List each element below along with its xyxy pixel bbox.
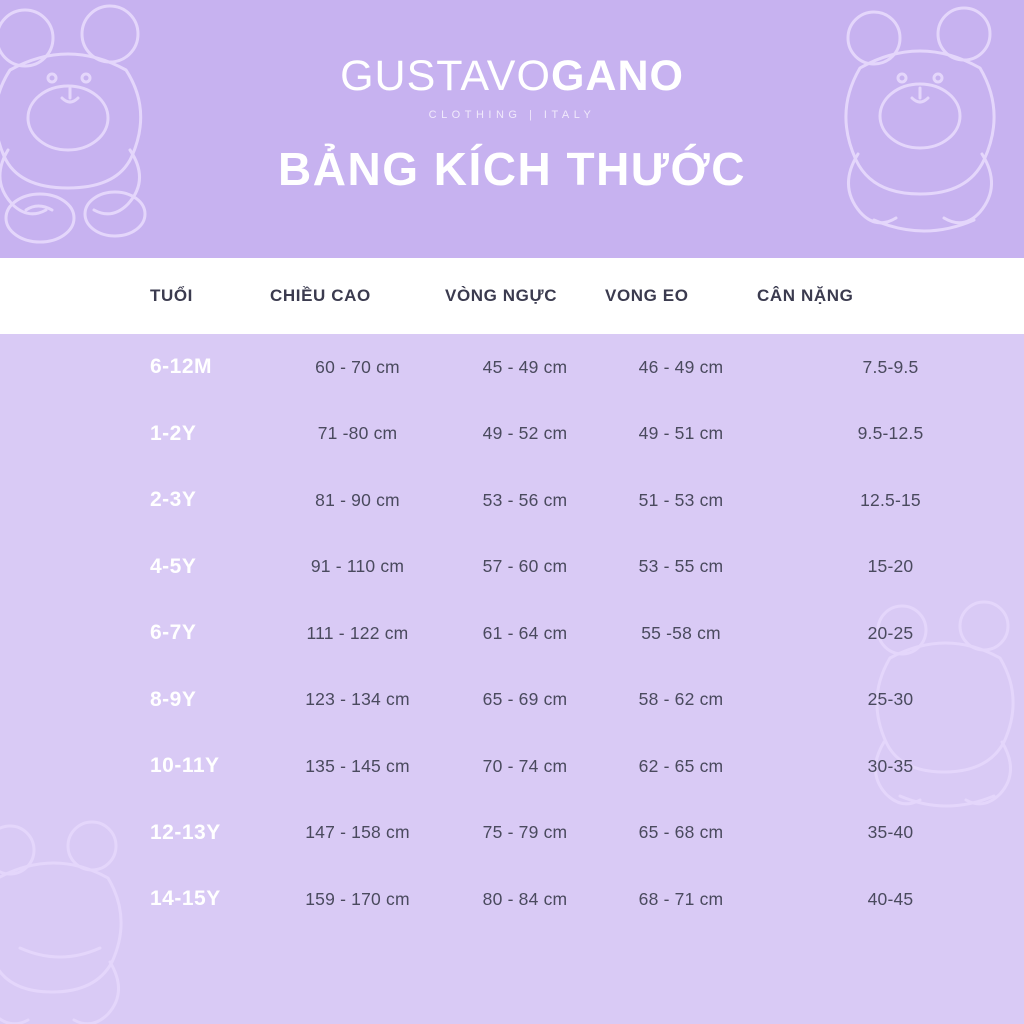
cell-height: 159 - 170 cm [305, 888, 410, 909]
cell-age: 6-12M [150, 355, 213, 379]
page-title: BẢNG KÍCH THƯỚC [278, 143, 746, 195]
cell-weight: 20-25 [867, 622, 914, 643]
table-row [0, 866, 1024, 933]
brand-name-light: GUSTAVO [340, 52, 551, 100]
table-row [0, 600, 1024, 667]
cell-chest: 45 - 49 cm [482, 356, 568, 377]
cell-weight: 30-35 [867, 755, 914, 776]
column-header-waist: VONG EO [605, 286, 689, 305]
cell-weight: 15-20 [867, 556, 914, 577]
cell-weight: 9.5-12.5 [857, 423, 924, 444]
cell-waist: 58 - 62 cm [638, 689, 724, 710]
cell-waist: 62 - 65 cm [638, 755, 724, 776]
bear-illustration-top-right [814, 0, 1024, 252]
cell-chest: 61 - 64 cm [482, 622, 568, 643]
cell-height: 71 -80 cm [317, 423, 398, 444]
cell-height: 123 - 134 cm [305, 689, 410, 710]
cell-age: 14-15Y [150, 887, 221, 911]
cell-age: 4-5Y [150, 554, 197, 578]
cell-waist: 51 - 53 cm [638, 489, 724, 510]
brand-name-bold: GANO [550, 52, 684, 100]
cell-waist: 68 - 71 cm [638, 888, 724, 909]
cell-chest: 57 - 60 cm [482, 556, 568, 577]
cell-age: 1-2Y [150, 421, 197, 445]
cell-height: 91 - 110 cm [310, 556, 405, 577]
table-row [0, 733, 1024, 800]
cell-age: 2-3Y [150, 488, 197, 512]
cell-weight: 40-45 [867, 888, 914, 909]
table-row [0, 467, 1024, 534]
table-row [0, 800, 1024, 867]
table-body [0, 334, 1024, 933]
cell-height: 135 - 145 cm [305, 755, 410, 776]
cell-chest: 75 - 79 cm [482, 822, 568, 843]
column-header-age: TUỔI [150, 286, 194, 305]
brand-tagline: CLOTHING | ITALY [428, 109, 596, 121]
cell-waist: 46 - 49 cm [638, 356, 724, 377]
cell-waist: 55 -58 cm [641, 622, 721, 643]
cell-height: 81 - 90 cm [315, 489, 400, 510]
table-row [0, 334, 1024, 401]
table-row [0, 401, 1024, 468]
cell-weight: 25-30 [867, 689, 914, 710]
cell-age: 12-13Y [150, 820, 221, 844]
table-row [0, 534, 1024, 601]
table-row [0, 667, 1024, 734]
cell-weight: 7.5-9.5 [862, 356, 919, 377]
brand-logo [0, 52, 1024, 121]
cell-weight: 12.5-15 [860, 489, 921, 510]
cell-height: 147 - 158 cm [305, 822, 410, 843]
cell-waist: 49 - 51 cm [638, 423, 724, 444]
cell-chest: 65 - 69 cm [482, 689, 568, 710]
cell-chest: 70 - 74 cm [482, 755, 568, 776]
cell-age: 8-9Y [150, 687, 197, 711]
cell-waist: 53 - 55 cm [638, 556, 724, 577]
table-header-row [0, 258, 1024, 334]
column-header-weight: CÂN NẶNG [757, 286, 854, 305]
header-banner [0, 0, 1024, 258]
column-header-height: CHIỀU CAO [270, 286, 371, 305]
cell-waist: 65 - 68 cm [638, 822, 724, 843]
cell-chest: 53 - 56 cm [482, 489, 568, 510]
size-table [0, 258, 1024, 933]
cell-height: 60 - 70 cm [315, 356, 400, 377]
bear-illustration-top-left [0, 0, 230, 258]
cell-weight: 35-40 [867, 822, 914, 843]
cell-age: 6-7Y [150, 621, 197, 645]
cell-chest: 80 - 84 cm [482, 888, 568, 909]
brand-name [0, 52, 1024, 101]
column-header-chest: VÒNG NGỰC [445, 286, 558, 305]
cell-chest: 49 - 52 cm [482, 423, 568, 444]
cell-height: 111 - 122 cm [306, 622, 409, 643]
cell-age: 10-11Y [150, 754, 220, 778]
